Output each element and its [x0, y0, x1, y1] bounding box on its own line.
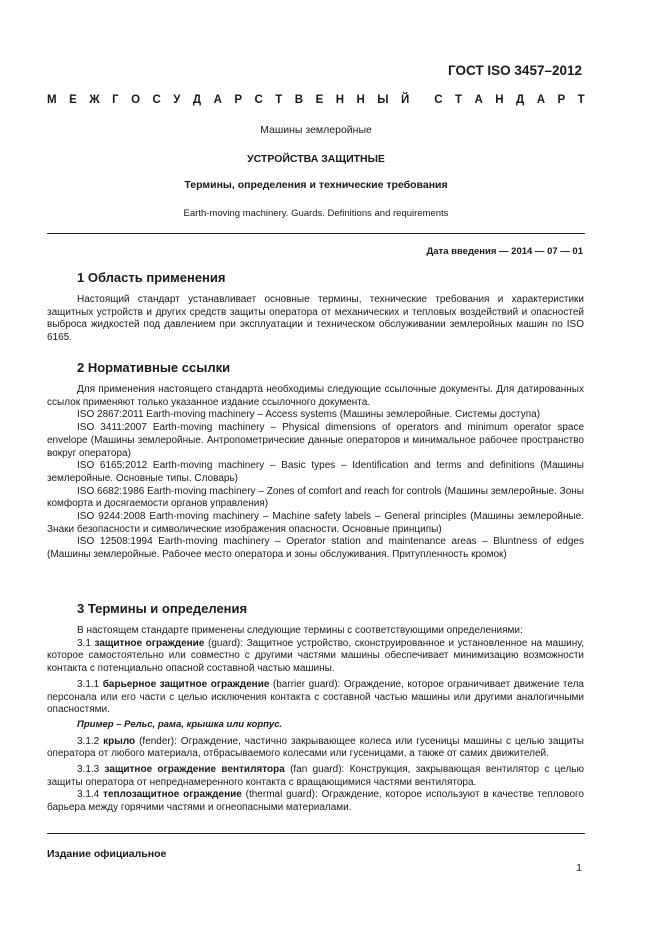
banner-letter: Р — [557, 94, 566, 106]
section-3-heading: 3 Термины и определения — [77, 601, 248, 616]
banner-letter: А — [213, 94, 222, 106]
term-definition: (fan guard): Конструкция, закрывающая вентилятор с целью защиты оператора от непреднамеренного контакта с вращающимися частями вентилятора. — [47, 764, 585, 788]
term-name: защитное ограждение — [94, 637, 205, 649]
term-3-1-1 — [47, 679, 584, 717]
banner-letter: О — [131, 94, 141, 106]
section-3-body — [47, 625, 584, 815]
term-name: барьерное защитное ограждение — [102, 678, 270, 690]
term-3-1 — [47, 638, 584, 676]
banner-letter: Е — [69, 94, 77, 106]
banner-letter: М — [47, 94, 57, 106]
banner-letter: Г — [112, 94, 119, 106]
reference-item: ISO 12508:1994 Earth-moving machinery – Operator station and maintenance areas – Bluntness of edges (Машины землеройные. Рабочее место оператора и зоны обслуживания. Притупленность кромок) — [47, 536, 584, 561]
banner-letter: Р — [234, 94, 243, 106]
section-1-paragraph: Настоящий стандарт устанавливает основные термины, технические требования и характеристики защитных устройств и других средств защиты оператора от механических и тепловых воздействий и опасностей выброса жидкостей под давлением при эксплуатации и техническом обслуживании землеройных машин по ISO 6165. — [47, 294, 584, 344]
term-name: защитное ограждение вентилятора — [104, 764, 285, 776]
term-number: 3.1.4 — [77, 789, 104, 801]
banner-letter: С — [434, 94, 443, 106]
section-3-paragraph: В настоящем стандарте применены следующие термины с соответствующими определениями: — [77, 625, 523, 636]
banner-letter: А — [474, 94, 483, 106]
title-subtitle: Термины, определения и технические требования — [184, 179, 448, 191]
term-definition: (thermal guard): Ограждение, которое используют в качестве теплового барьера между горячими частями и огнеопасными материалами. — [47, 789, 584, 814]
reference-item: ISO 6165:2012 Earth-moving machinery – Basic types – Identification and terms and definitions (Машины землеройные. Основные типы. Словарь) — [47, 460, 584, 484]
banner-letter: В — [294, 94, 304, 106]
banner-letter: Ы — [377, 94, 389, 106]
term-name: крыло — [103, 735, 136, 747]
banner-letter: Д — [516, 94, 525, 106]
reference-item: ISO 6682:1986 Earth-moving machinery – Zones of comfort and reach for controls (Машины землеройные. Зоны комфорта и досягаемости органов управления) — [47, 485, 584, 510]
example-note: Пример – Рельс, рама, крышка или корпус. — [77, 718, 283, 730]
section-1-body — [47, 294, 584, 345]
section-2-heading: 2 Нормативные ссылки — [77, 360, 231, 375]
term-number: 3.1.3 — [77, 764, 105, 776]
term-number: 3.1.1 — [77, 678, 103, 690]
title-english: Earth-moving machinery. Guards. Definitions and requirements — [183, 208, 449, 219]
reference-item: ISO 2867:2011 Earth-moving machinery – Access systems (Машины землеройные. Системы доступа) — [77, 409, 541, 421]
introduction-date: Дата введения — 2014 — 07 — 01 — [426, 246, 583, 257]
term-3-1-4 — [47, 789, 584, 814]
reference-item: ISO 9244:2008 Earth-moving machinery – Machine safety labels – General principles (Машины землеройные. Знаки безопасности и символические изображения опасности. Основные принципы) — [47, 511, 584, 535]
term-definition: (fender): Ограждение, частично закрывающее колеса или гусеницы машины с целью защиты оператора от любого материала, отбрасываемого колесами или гусеницами, а также от самих движителей. — [47, 735, 584, 760]
banner-letter: У — [173, 94, 181, 106]
banner-letter: Е — [315, 94, 324, 106]
term-3-1-2 — [47, 736, 584, 761]
banner-letter: Т — [275, 94, 283, 106]
section-2-body — [47, 384, 584, 562]
banner-letter: С — [254, 94, 263, 106]
edition-label: Издание официальное — [47, 848, 167, 860]
reference-item: ISO 3411:2007 Earth-moving machinery – Physical dimensions of operators and minimum operator space envelope (Машины землеройные. Антропометрические данные операторов и минимальное рабочее пространство вокруг оператора) — [47, 422, 584, 459]
title-main: УСТРОЙСТВА ЗАЩИТНЫЕ — [247, 153, 385, 165]
term-number: 3.1.2 — [77, 735, 104, 747]
footer-divider — [47, 833, 585, 834]
banner-letter: Ж — [89, 94, 100, 106]
standard-code: ГОСТ ISO 3457–2012 — [448, 63, 582, 78]
banner-letter: Н — [495, 94, 504, 106]
banner-letter: Н — [356, 94, 365, 106]
banner-letter: С — [152, 94, 161, 106]
banner-letter: А — [536, 94, 546, 106]
term-number: 3.1 — [77, 637, 95, 649]
section-1-heading: 1 Область применения — [77, 270, 226, 285]
page-number: 1 — [576, 862, 582, 874]
banner-letter: Н — [335, 94, 345, 106]
header-divider — [47, 233, 585, 234]
banner-letter: Й — [401, 94, 410, 106]
term-name: теплозащитное ограждение — [103, 789, 242, 801]
banner-letter: Д — [192, 94, 202, 106]
term-3-1-3 — [47, 764, 584, 789]
term-definition: (guard): Защитное устройство, сконструированное и установленное на машину, которое самостоятельно или совместно с другими частями машины обеспечивает минимизацию возможности контакта с потенциально опасной составной частью машины. — [47, 637, 584, 675]
term-definition: (barrier guard): Ограждение, которое ограничивает движение тела персонала или его части с целью исключения контакта с составной частью машины или другими аналогичными опасностями. — [47, 678, 584, 716]
standard-banner — [47, 94, 585, 106]
section-2-paragraph: Для применения настоящего стандарта необходимы следующие ссылочные документы. Для датированных ссылок применяют только указанное издание ссылочного документа. — [47, 384, 584, 408]
banner-letter: Т — [454, 94, 463, 106]
title-machines: Машины землеройные — [260, 124, 372, 136]
banner-letter: Т — [577, 94, 585, 106]
